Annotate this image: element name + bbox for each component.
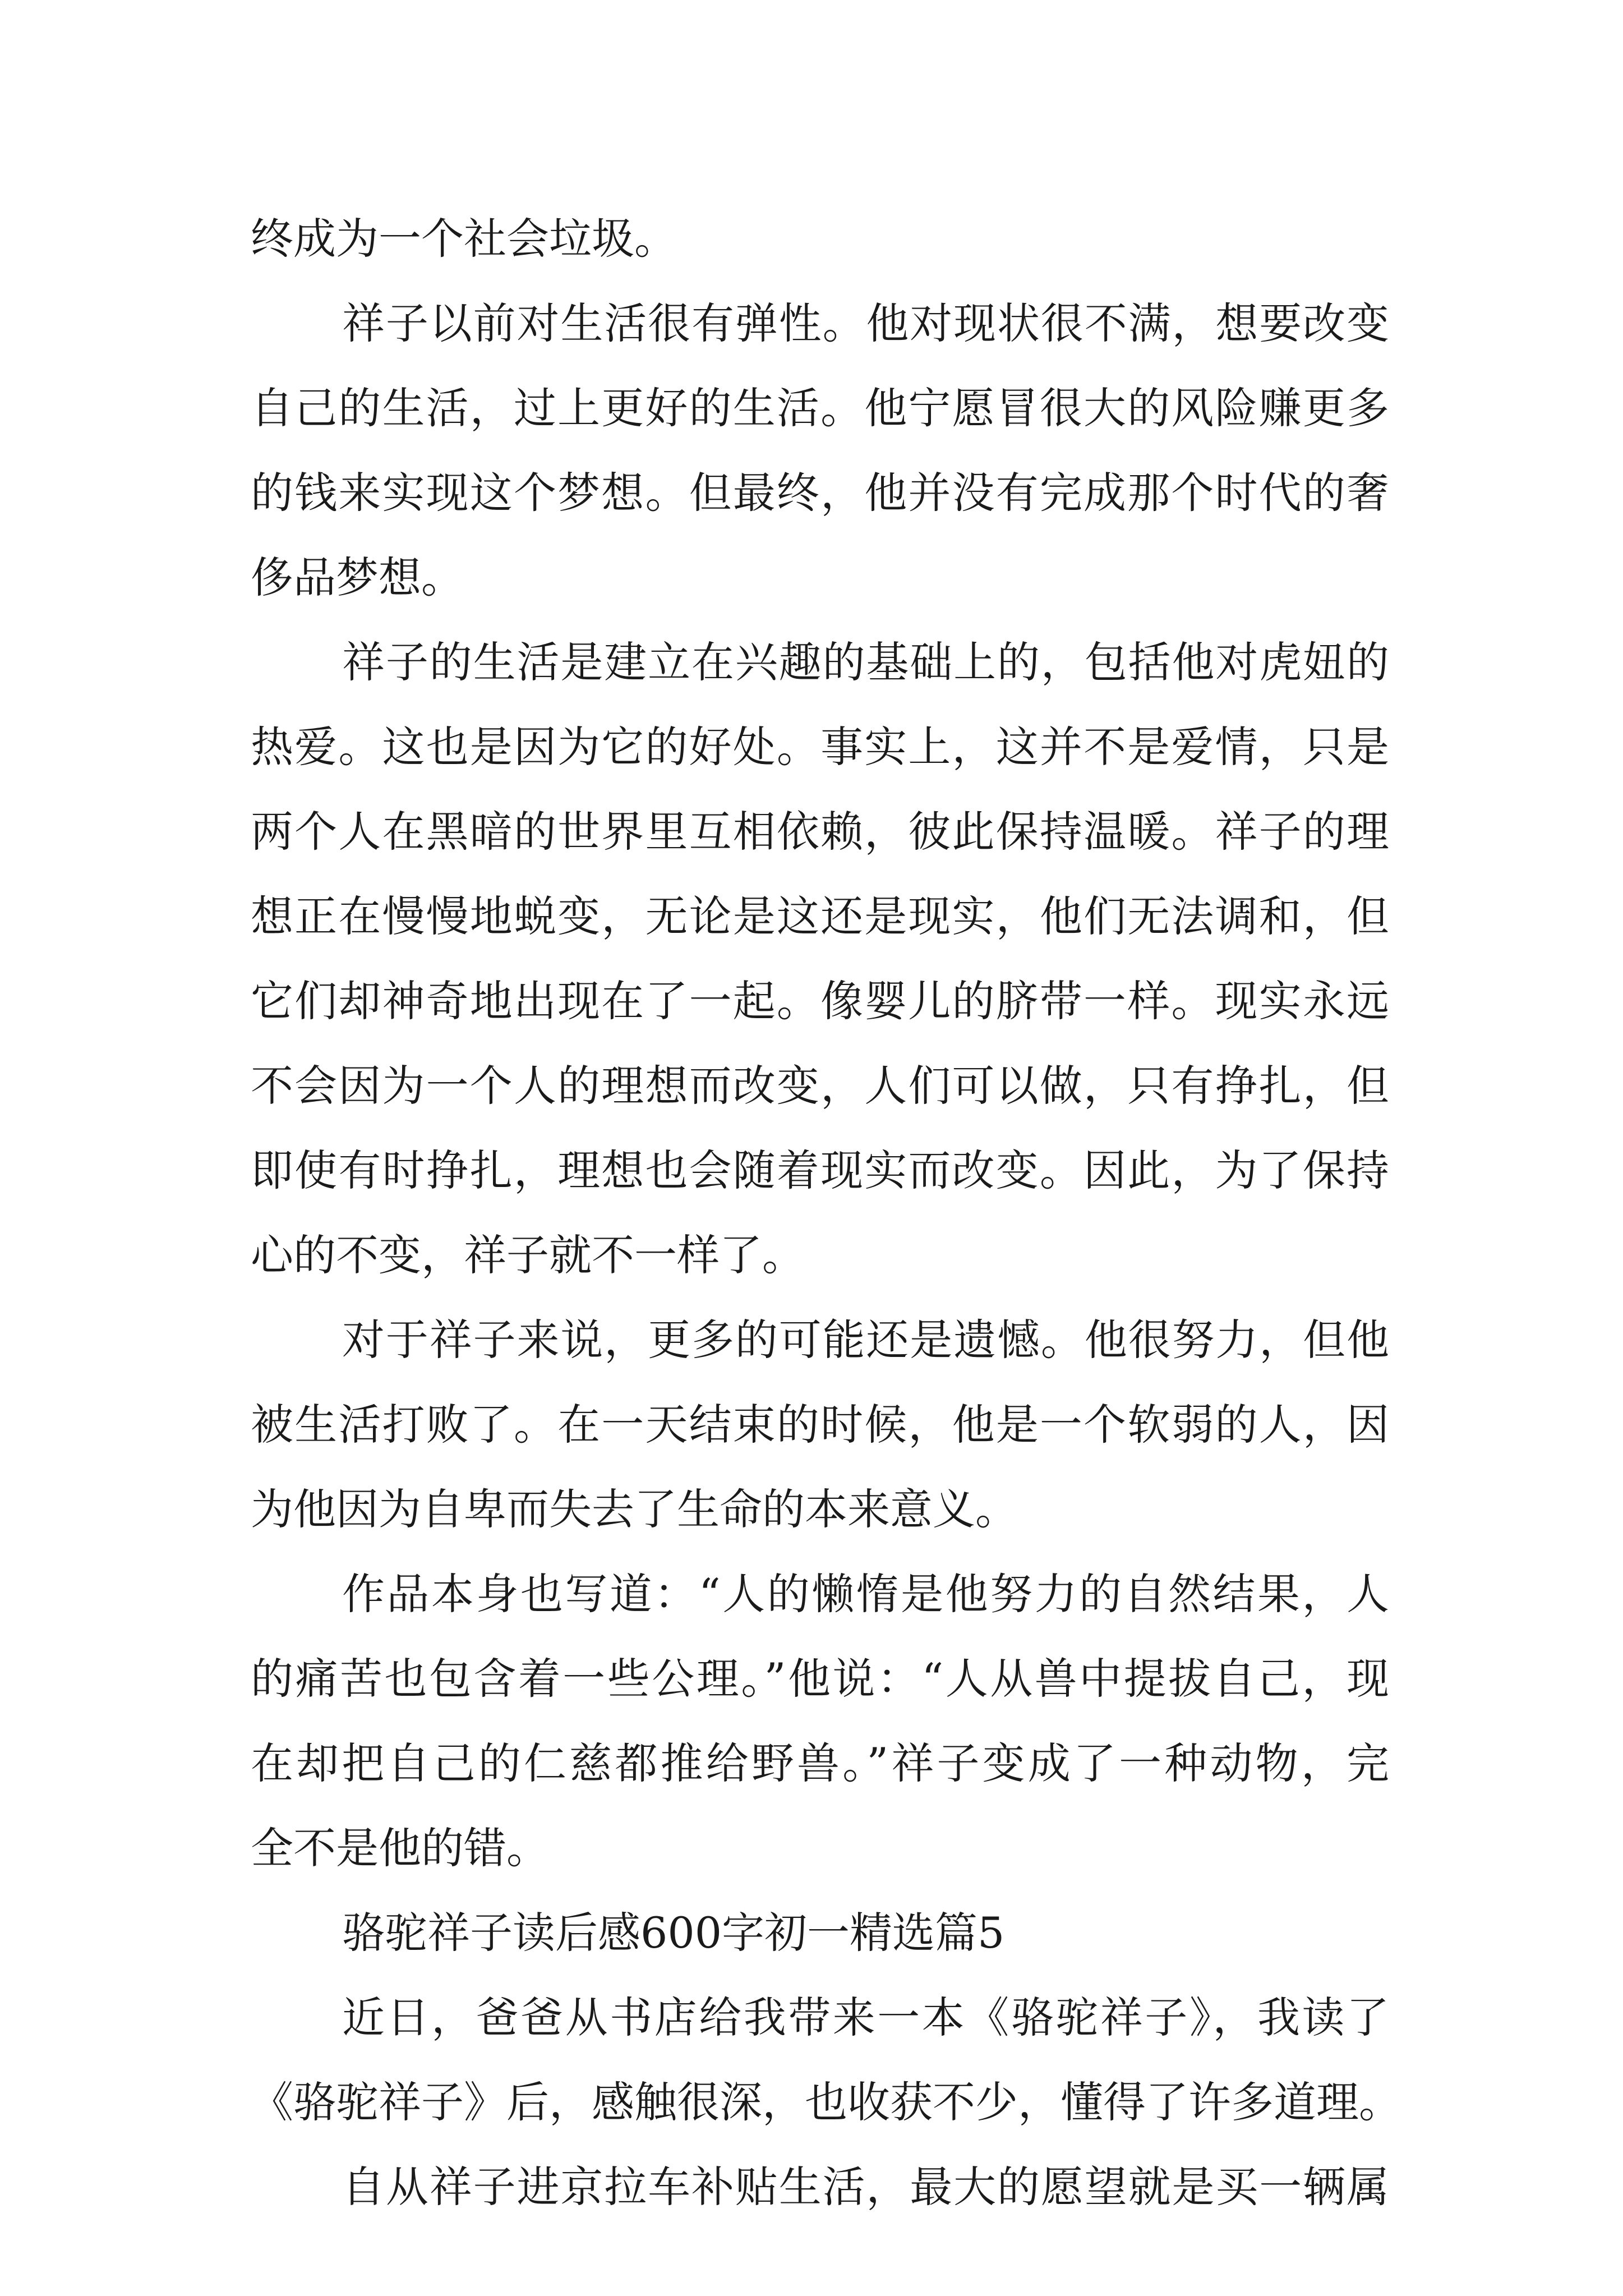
text-line: 对于祥子来说，更多的可能还是遗憾。他很努力，但他 [342,1315,1389,1365]
text-line: 自己的生活，过上更好的生活。他宁愿冒很大的风险赚更多 [251,383,1389,433]
text-line: 被生活打败了。在一天结束的时候，他是一个软弱的人，因 [251,1400,1389,1450]
text-line: 心的不变，祥子就不一样了。 [251,1230,805,1280]
text-line: 的痛苦也包含着一些公理。”他说：“人从兽中提拔自己，现 [251,1654,1389,1704]
text-line: 为他因为自卑而失去了生命的本来意义。 [251,1484,1018,1534]
text-line: 作品本身也写道：“人的懒惰是他努力的自然结果，人 [342,1569,1389,1619]
text-line: 两个人在黑暗的世界里互相依赖，彼此保持温暖。祥子的理 [251,807,1389,857]
text-line: 侈品梦想。 [251,553,464,602]
text-line: 祥子以前对生活很有弹性。他对现状很不满，想要改变 [342,298,1389,348]
text-line: 祥子的生活是建立在兴趣的基础上的，包括他对虎妞的 [342,637,1389,687]
text-line: 热爱。这也是因为它的好处。事实上，这并不是爱情，只是 [251,722,1389,772]
text-line: 全不是他的错。 [251,1823,549,1873]
text-line: 它们却神奇地出现在了一起。像婴儿的脐带一样。现实永远 [251,976,1389,1026]
section-heading: 骆驼祥子读后感600字初一精选篇5 [342,1908,1005,1958]
text-line: 在却把自己的仁慈都推给野兽。”祥子变成了一种动物，完 [251,1738,1389,1788]
text-line: 想正在慢慢地蜕变，无论是这还是现实，他们无法调和，但 [251,891,1389,941]
text-line: 自从祥子进京拉车补贴生活，最大的愿望就是买一辆属 [342,2162,1389,2212]
text-line: 终成为一个社会垃圾。 [251,214,677,264]
text-line: 的钱来实现这个梦想。但最终，他并没有完成那个时代的奢 [251,468,1389,518]
text-line: 即使有时挣扎，理想也会随着现实而改变。因此，为了保持 [251,1145,1389,1195]
text-line: 近日，爸爸从书店给我带来一本《骆驼祥子》，我读了 [342,1993,1389,2042]
text-line: 不会因为一个人的理想而改变，人们可以做，只有挣扎，但 [251,1061,1389,1111]
text-line: 《骆驼祥子》后，感触很深，也收获不少，懂得了许多道理。 [251,2077,1401,2127]
